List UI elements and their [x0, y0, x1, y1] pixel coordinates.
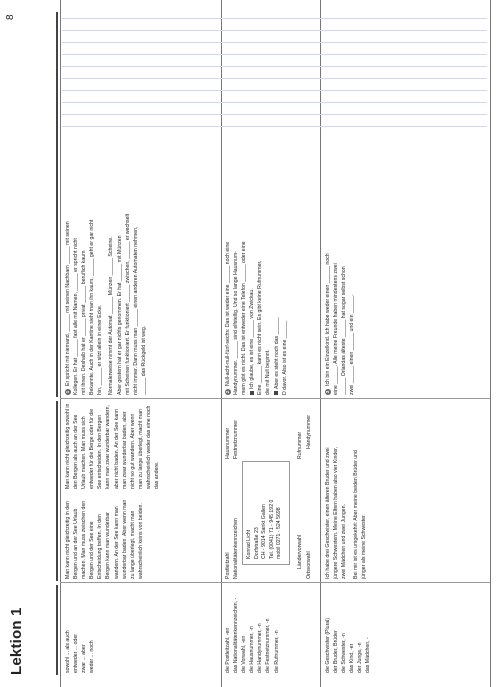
ruled-line [62, 102, 487, 103]
exercise-line: Normalerweise nimmt der Automat ______ Münzen ______ Scheine. [108, 236, 115, 395]
vocab-item: das Mädchen, - [365, 637, 372, 673]
ruled-line [62, 78, 487, 79]
label-hausnummer: Hausnummer [225, 427, 231, 459]
lesson-title: Lektion 1 [8, 607, 25, 675]
exercise-line: Ich glaube, es ist eine ______ von Zwickau. [249, 288, 256, 389]
exercise-line: die mit Null beginnt. [265, 349, 272, 395]
vocab-item: die Vorwahl, -en [241, 635, 248, 673]
exercise-line: nicht immer. Dann muss man ______ einen anderen Automaten nehmen, [132, 226, 139, 395]
exercise-line: mit ihnen. Deshalb hat er ______ privat ______ beruflich kaum [81, 250, 88, 395]
exercise-line: Null-acht-null-fünf-sechs: Das ist weder eine ______ noch eine [225, 241, 231, 386]
label-laendervorwahl: Ländervorwahl [297, 534, 303, 569]
exercise-column-header [56, 12, 58, 397]
vocab-item: sowohl ... als auch [65, 630, 71, 673]
vocab-column-header [56, 585, 58, 675]
vocab-item: die Handynummer, -n [257, 623, 264, 673]
label-handy: Handynummer [306, 414, 312, 449]
exercise-line: D davor. Also ist es eine ______ [281, 320, 288, 395]
exercise-line: Aber es steht noch das ______ [273, 317, 280, 389]
exercise-line: Er spricht mit niemand, ______ mit seinen Nachbarn ______ mit seinen [65, 221, 71, 386]
exercise-line: mit Scheinen funktioniert. Er funktioniert ______ zwischen, ______ er wechselt [124, 213, 131, 395]
exercise-line: ______ Orlandas älteste ______ hat sogar selbst schon [341, 266, 348, 395]
example-line: Bei mir ist es umgekehrt: Aber meine beiden Brüder und [353, 450, 360, 579]
exercise-1 [64, 133, 148, 395]
vocab-item: der Bruder, Brüder [333, 630, 340, 673]
example-line: zwei Mädchen und zwei Jungen. [341, 504, 348, 579]
exercise-line: Ich bin ein Einzelkind. Ich habe weder einen ______ noch [325, 253, 331, 386]
card-line: mobil 0271 - 524 5698 [276, 507, 282, 559]
bullet-square-icon [274, 391, 278, 395]
ruled-line [62, 42, 487, 43]
label-postleitzahl: Postleitzahl [225, 552, 231, 579]
ruled-line [62, 54, 487, 55]
exercise-3 [324, 133, 356, 395]
column-divider-1 [60, 582, 490, 583]
card-line: Tel. (0041) 71 - 945 192 0 [268, 499, 275, 559]
ruled-line [62, 126, 487, 127]
ruled-line [62, 66, 487, 67]
label-rufnummer: Rufnummer [297, 431, 303, 459]
card-line: Dorfstraße 23 [253, 527, 260, 559]
vocab-item: die Hausnummer, -n [249, 626, 256, 673]
vocab-item: das Kind, -er [349, 643, 356, 673]
exercise-number-badge: 3 [324, 390, 330, 394]
vocab-item: die Rufnummer, -n [273, 630, 280, 673]
vocab-list-3 [324, 585, 373, 673]
exercise-line: Handynummer. ______ sind elfstellig. Und so lange Hausnum- [233, 251, 240, 395]
ruled-line [62, 114, 487, 115]
example-text-before: Man kann nicht gleichzeitig in den Bergen und an der See Urlaub machen. Man muss zwischen den Bergen und der See eine Entscheidung treffen. In den Bergen kann man wunderbar wandern. An der See kann man wunderbar baden. Aber wenn man zu lange überlegt, macht man wahrscheinlich keins von beiden. [65, 499, 144, 579]
vocab-item: die Postleitzahl, -en [225, 627, 231, 673]
page-number: 8 [5, 14, 16, 20]
exercise-line: hin, ______ er sitzt allein in einer Ecke. [97, 304, 104, 395]
vocab-item: die Festnetznummer, -n [265, 618, 272, 673]
exercise-number-badge: 2 [224, 390, 230, 394]
exercise-line: zwei ______ einen ______ und ein ______. [349, 294, 356, 395]
example-siblings [324, 403, 368, 579]
vocab-item: die Geschwister (Plural) [325, 617, 331, 673]
vocab-item: die Schwester, -n [341, 633, 348, 673]
label-ortsvorwahl: Ortsvorwahl [306, 551, 312, 579]
vocab-item: der Junge, -n [357, 642, 364, 673]
vocab-item: entweder ... oder [73, 634, 80, 673]
example-line: jünger als meine Schwester. [361, 514, 368, 579]
label-festnetz: Festnetznummer [233, 420, 239, 459]
exercise-line: mern gibt es nicht. Das ist entweder eine Telefon ______ oder eine [241, 241, 248, 395]
bullet-square-icon [250, 391, 254, 395]
card-line: Konrad Licht [246, 529, 252, 559]
column-divider-2 [60, 398, 490, 399]
exercise-line: ______ das Rückgeld ist weg. [140, 325, 147, 395]
example-column-header [56, 401, 58, 581]
exercise-line: eine ______. Alle meine Freunde haben mindestens zwei [333, 263, 340, 395]
vocab-item: das Nationalitätenkennzeichen, - [233, 597, 240, 673]
vocab-item: weder ... noch [89, 640, 96, 673]
vocab-item: zwar ... aber [81, 644, 88, 673]
exercise-number-badge: 1 [64, 390, 70, 394]
vocab-list-1 [64, 585, 96, 673]
ruled-line [62, 18, 487, 19]
example-line: Ich habe drei Geschwister, einen älteren Bruder und zwei [325, 447, 331, 579]
card-line: CH - 9014 Sankt Gallen [261, 504, 267, 559]
exercise-line: Bekannte. Auch in der Kantine sieht man ihn kaum, ______ geht er gar nicht [89, 219, 96, 395]
ruled-line [62, 90, 487, 91]
example-text-after: Man kann nicht gleichzeitig sowohl in den Bergen als auch an der See Urlaub machen. Man muss sich entweder für die Berge oder für die See entscheiden. In den Bergen kann man zwar wunderbar wandern, aber nicht baden. An der See kann man zwar wunderbar baden, aber nicht so gut wandern. Aber wenn man zu lange überlegt, macht man wahrscheinlich weder das eine noch das andere. [65, 403, 161, 489]
address-card [242, 461, 290, 565]
ruled-line [62, 30, 487, 31]
exercise-2 [224, 133, 289, 395]
exercise-line: Kollegen. Er hat ______ fast alle mit Namen, ______ er spricht nicht [73, 238, 80, 395]
exercise-line: Aber gestern hat er gar nichts genommen. Er hat ______ mit Münzen [116, 235, 123, 395]
vocab-list-2 [224, 585, 281, 673]
exercise-line: Eine ______ kann es nicht sein. Es gibt keine Rufnummer, [257, 260, 264, 395]
example-line: jüngere Schwestern. Meine Eltern haben also vier Kinder, [333, 446, 340, 579]
label-nationalitaet: Nationalitätenkennzeichen [233, 518, 239, 579]
